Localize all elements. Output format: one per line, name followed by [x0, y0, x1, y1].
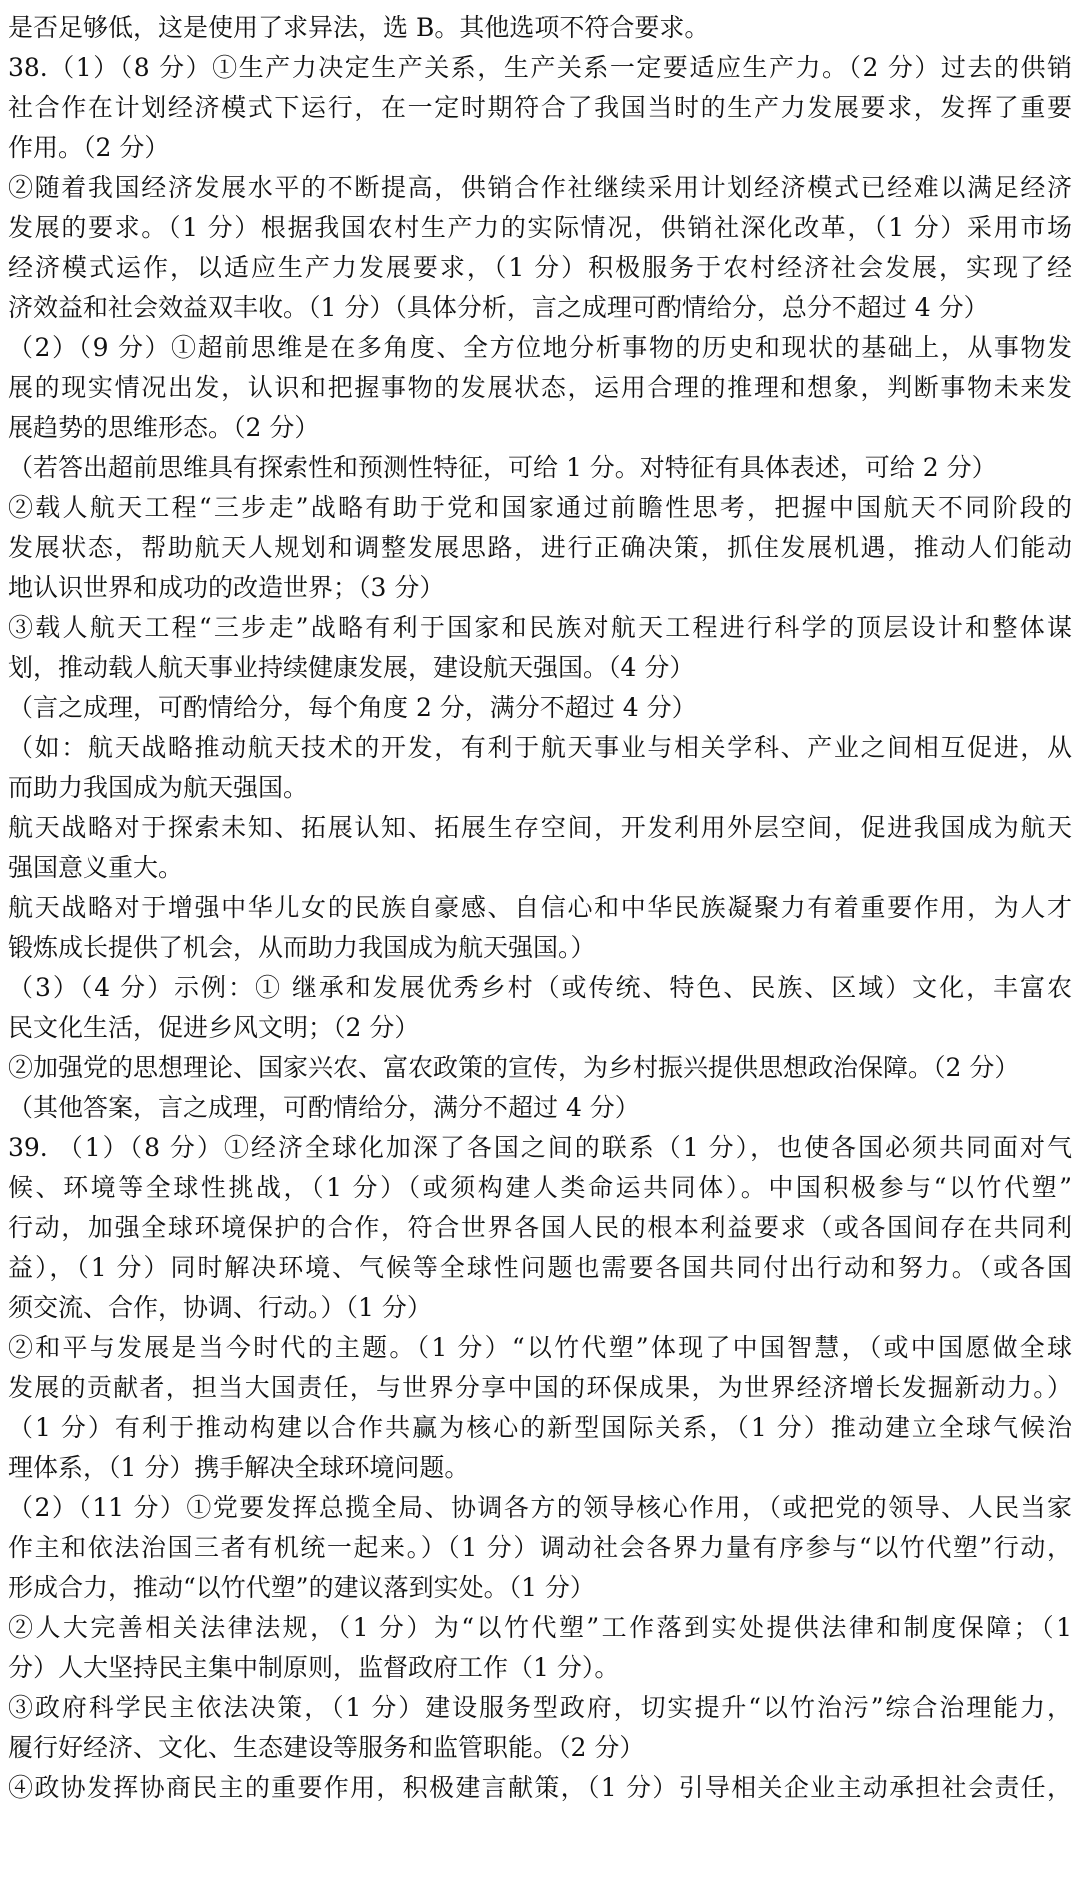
- text-line: （若答出超前思维具有探索性和预测性特征，可给 1 分。对特征有具体表述，可给 2 分）: [8, 453, 997, 482]
- text-line: 是否足够低，这是使用了求异法，选 B。其他选项不符合要求。: [8, 13, 710, 42]
- text-line: 展趋势的思维形态。（2 分）: [8, 413, 320, 442]
- text-line: 济效益和社会效益双丰收。（1 分）（具体分析，言之成理可酌情给分，总分不超过 4 分）: [8, 293, 989, 322]
- text-line: （1 分）有利于推动构建以合作共赢为核心的新型国际关系，（1 分）推动建立全球气候治: [8, 1413, 1072, 1442]
- text-line: 候、环境等全球性挑战，（1 分）（或须构建人类命运共同体）。中国积极参与“以竹代塑”: [8, 1173, 1072, 1202]
- text-line: 分）人大坚持民主集中制原则，监督政府工作（1 分）。: [8, 1653, 620, 1682]
- text-line: 展的现实情况出发，认识和把握事物的发展状态，运用合理的推理和想象，判断事物未来发: [8, 373, 1072, 402]
- text-line: ③载人航天工程“三步走”战略有利于国家和民族对航天工程进行科学的顶层设计和整体谋: [8, 613, 1072, 642]
- text-line: 社合作在计划经济模式下运行，在一定时期符合了我国当时的生产力发展要求，发挥了重要: [8, 93, 1072, 122]
- text-line: ④政协发挥协商民主的重要作用，积极建言献策，（1 分）引导相关企业主动承担社会责任，: [8, 1773, 1072, 1802]
- text-line: 须交流、合作，协调、行动。）（1 分）: [8, 1293, 432, 1322]
- text-line: 发展状态，帮助航天人规划和调整发展思路，进行正确决策，抓住发展机遇，推动人们能动: [8, 533, 1072, 562]
- text-line: 强国意义重大。: [8, 853, 184, 882]
- text-line: 39. （1）（8 分）①经济全球化加深了各国之间的联系（1 分），也使各国必须共同面对气: [8, 1133, 1072, 1162]
- text-line: 锻炼成长提供了机会，从而助力我国成为航天强国。）: [8, 933, 596, 962]
- text-line: 38.（1）（8 分）①生产力决定生产关系，生产关系一定要适应生产力。（2 分）过去的供销: [8, 53, 1072, 82]
- text-line: 益），（1 分）同时解决环境、气候等全球性问题也需要各国共同付出行动和努力。（或各国: [8, 1253, 1072, 1282]
- text-line: 作用。（2 分）: [8, 133, 170, 162]
- text-line: 民文化生活，促进乡风文明；（2 分）: [8, 1013, 420, 1042]
- text-line: 发展的贡献者，担当大国责任，与世界分享中国的环保成果，为世界经济增长发掘新动力。）: [8, 1373, 1072, 1402]
- text-line: 理体系，（1 分）携手解决全球环境问题。: [8, 1453, 470, 1482]
- text-line: 作主和依法治国三者有机统一起来。）（1 分）调动社会各界力量有序参与“以竹代塑”行动，: [8, 1533, 1072, 1562]
- text-line: （言之成理，可酌情给分，每个角度 2 分，满分不超过 4 分）: [8, 693, 697, 722]
- text-line: 航天战略对于增强中华儿女的民族自豪感、自信心和中华民族凝聚力有着重要作用，为人才: [8, 893, 1072, 922]
- text-line: （2）（11 分）①党要发挥总揽全局、协调各方的领导核心作用，（或把党的领导、人民当家: [8, 1493, 1072, 1522]
- text-line: ②和平与发展是当今时代的主题。（1 分）“以竹代塑”体现了中国智慧，（或中国愿做全球: [8, 1333, 1072, 1362]
- text-line: （2）（9 分）①超前思维是在多角度、全方位地分析事物的历史和现状的基础上，从事物发: [8, 333, 1072, 362]
- text-line: ②加强党的思想理论、国家兴农、富农政策的宣传，为乡村振兴提供思想政治保障。（2 分）: [8, 1053, 1020, 1082]
- text-line: 行动，加强全球环境保护的合作，符合世界各国人民的根本利益要求（或各国间存在共同利: [8, 1213, 1072, 1242]
- text-line: ②载人航天工程“三步走”战略有助于党和国家通过前瞻性思考，把握中国航天不同阶段的: [8, 493, 1072, 522]
- text-line: （如：航天战略推动航天技术的开发，有利于航天事业与相关学科、产业之间相互促进，从: [8, 733, 1072, 762]
- text-line: 发展的要求。（1 分）根据我国农村生产力的实际情况，供销社深化改革，（1 分）采用市场: [8, 213, 1072, 242]
- text-line: 划，推动载人航天事业持续健康发展，建设航天强国。（4 分）: [8, 653, 695, 682]
- text-line: 航天战略对于探索未知、拓展认知、拓展生存空间，开发利用外层空间，促进我国成为航天: [8, 813, 1072, 842]
- text-line: 而助力我国成为航天强国。: [8, 773, 309, 802]
- text-line: ②人大完善相关法律法规，（1 分）为“以竹代塑”工作落到实处提供法律和制度保障；（1: [8, 1613, 1072, 1642]
- text-line: （3）（4 分）示例：① 继承和发展优秀乡村（或传统、特色、民族、区域）文化，丰富农: [8, 973, 1072, 1002]
- text-line: （其他答案，言之成理，可酌情给分，满分不超过 4 分）: [8, 1093, 640, 1122]
- text-line: ②随着我国经济发展水平的不断提高，供销合作社继续采用计划经济模式已经难以满足经济: [8, 173, 1072, 202]
- text-line: 地认识世界和成功的改造世界；（3 分）: [8, 573, 445, 602]
- text-line: 形成合力，推动“以竹代塑”的建议落到实处。（1 分）: [8, 1573, 595, 1602]
- text-line: 履行好经济、文化、生态建设等服务和监管职能。（2 分）: [8, 1733, 645, 1762]
- text-line: ③政府科学民主依法决策，（1 分）建设服务型政府，切实提升“以竹治污”综合治理能力，: [8, 1693, 1072, 1722]
- text-line: 经济模式运作，以适应生产力发展要求，（1 分）积极服务于农村经济社会发展，实现了经: [8, 253, 1072, 282]
